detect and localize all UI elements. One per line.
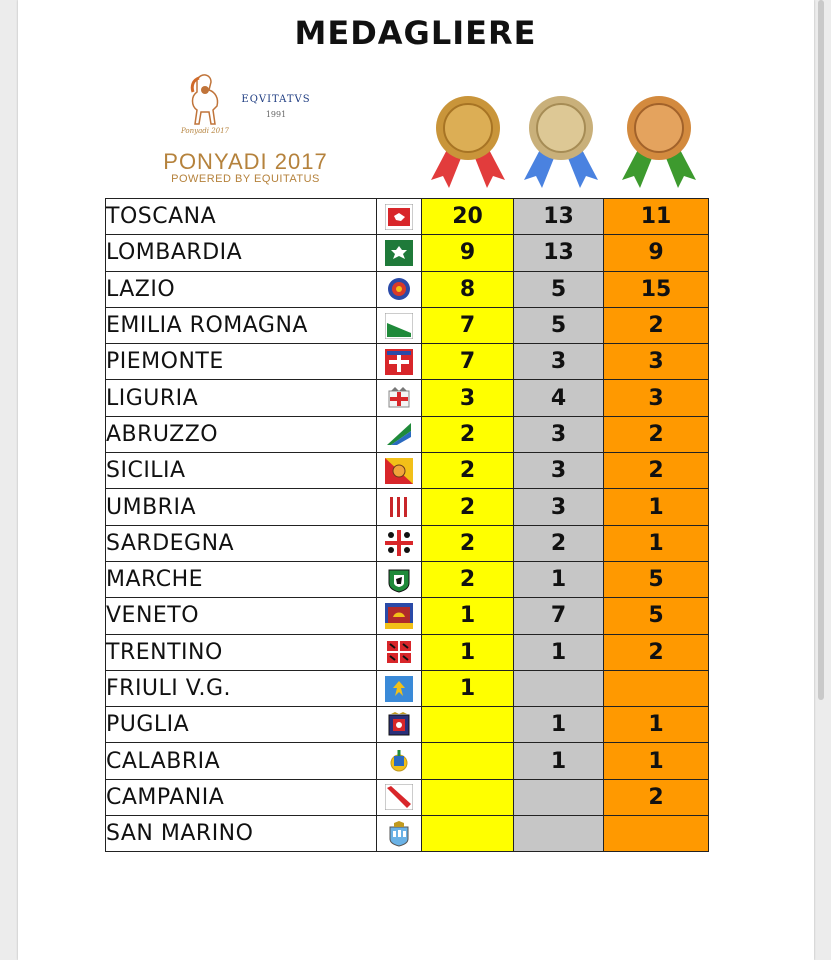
silver-count: 13: [514, 235, 604, 271]
table-row: [106, 598, 709, 634]
region-name: CALABRIA: [106, 743, 377, 779]
gold-count: [422, 816, 514, 852]
gold-count: 2: [422, 453, 514, 489]
silver-count: 1: [514, 561, 604, 597]
silver-count: 2: [514, 525, 604, 561]
table-row: [106, 707, 709, 743]
bronze-count: 2: [604, 634, 709, 670]
flag-friuli-icon: [385, 676, 413, 702]
bronze-count: 1: [604, 707, 709, 743]
region-name: TRENTINO: [106, 634, 377, 670]
flag-cell: [377, 816, 422, 852]
gold-count: [422, 743, 514, 779]
flag-cell: [377, 489, 422, 525]
flag-cell: [377, 271, 422, 307]
region-name: VENETO: [106, 598, 377, 634]
silver-count: 4: [514, 380, 604, 416]
region-name: SARDEGNA: [106, 525, 377, 561]
flag-lombardia-icon: [385, 240, 413, 266]
gold-count: 20: [422, 199, 514, 235]
horse-logo-icon: [175, 70, 235, 136]
flag-cell: [377, 453, 422, 489]
flag-calabria-icon: [385, 748, 413, 774]
bronze-count: 5: [604, 598, 709, 634]
table-row: [106, 525, 709, 561]
bronze-count: 2: [604, 416, 709, 452]
silver-count: 3: [514, 416, 604, 452]
silver-count: [514, 816, 604, 852]
brand-name: EQVITATVS: [241, 94, 311, 105]
flag-veneto-icon: [385, 603, 413, 629]
bronze-count: [604, 816, 709, 852]
gold-count: 1: [422, 634, 514, 670]
medal-table: [105, 198, 709, 852]
gold-count: 7: [422, 307, 514, 343]
event-name: PONYADI 2017: [163, 149, 328, 174]
page-title: MEDAGLIERE: [294, 14, 537, 52]
event-subtitle: POWERED BY EQUITATUS: [171, 173, 320, 185]
table-row: [106, 743, 709, 779]
region-name: TOSCANA: [106, 199, 377, 235]
gold-medal-icon: [421, 92, 515, 192]
gold-count: 2: [422, 561, 514, 597]
flag-lazio-icon: [385, 276, 413, 302]
region-name: LIGURIA: [106, 380, 377, 416]
flag-cell: [377, 743, 422, 779]
flag-sicilia-icon: [385, 458, 413, 484]
table-row: [106, 271, 709, 307]
silver-count: 1: [514, 707, 604, 743]
flag-cell: [377, 598, 422, 634]
bronze-count: 11: [604, 199, 709, 235]
region-name: UMBRIA: [106, 489, 377, 525]
silver-count: [514, 670, 604, 706]
gold-count: [422, 779, 514, 815]
flag-toscana-icon: [385, 204, 413, 230]
gold-count: 2: [422, 416, 514, 452]
bronze-count: 15: [604, 271, 709, 307]
gold-count: 2: [422, 525, 514, 561]
flag-cell: [377, 561, 422, 597]
region-name: SAN MARINO: [106, 816, 377, 852]
silver-count: 5: [514, 307, 604, 343]
flag-cell: [377, 416, 422, 452]
bronze-count: 1: [604, 743, 709, 779]
flag-cell: [377, 779, 422, 815]
region-name: LAZIO: [106, 271, 377, 307]
bronze-count: 3: [604, 380, 709, 416]
region-name: CAMPANIA: [106, 779, 377, 815]
bronze-count: [604, 670, 709, 706]
scrollbar[interactable]: [818, 0, 824, 700]
flag-trentino-icon: [385, 639, 413, 665]
flag-emilia-romagna-icon: [385, 313, 413, 339]
flag-abruzzo-icon: [385, 421, 413, 447]
silver-medal-icon: [514, 92, 608, 192]
table-row: [106, 779, 709, 815]
table-row: [106, 199, 709, 235]
table-row: [106, 561, 709, 597]
bronze-count: 1: [604, 525, 709, 561]
bronze-count: 5: [604, 561, 709, 597]
flag-umbria-icon: [385, 494, 413, 520]
table-row: [106, 489, 709, 525]
bronze-count: 2: [604, 779, 709, 815]
table-row: [106, 416, 709, 452]
table-row: [106, 634, 709, 670]
region-name: LOMBARDIA: [106, 235, 377, 271]
region-name: EMILIA ROMAGNA: [106, 307, 377, 343]
bronze-count: 2: [604, 307, 709, 343]
brand-year: 1991: [265, 110, 287, 119]
table-row: [106, 307, 709, 343]
flag-cell: [377, 380, 422, 416]
table-row: [106, 380, 709, 416]
flag-cell: [377, 525, 422, 561]
silver-count: 13: [514, 199, 604, 235]
silver-count: 3: [514, 344, 604, 380]
bronze-count: 2: [604, 453, 709, 489]
table-row: [106, 235, 709, 271]
gold-count: 2: [422, 489, 514, 525]
region-name: PUGLIA: [106, 707, 377, 743]
flag-cell: [377, 670, 422, 706]
flag-sardegna-icon: [385, 530, 413, 556]
bronze-count: 9: [604, 235, 709, 271]
bronze-count: 3: [604, 344, 709, 380]
region-name: ABRUZZO: [106, 416, 377, 452]
bronze-medal-icon: [612, 92, 706, 192]
flag-campania-icon: [385, 784, 413, 810]
flag-cell: [377, 707, 422, 743]
region-name: SICILIA: [106, 453, 377, 489]
gold-count: 3: [422, 380, 514, 416]
silver-count: 3: [514, 489, 604, 525]
silver-count: 3: [514, 453, 604, 489]
table-row: [106, 670, 709, 706]
flag-piemonte-icon: [385, 349, 413, 375]
region-name: FRIULI V.G.: [106, 670, 377, 706]
flag-cell: [377, 344, 422, 380]
silver-count: 7: [514, 598, 604, 634]
flag-puglia-icon: [385, 712, 413, 738]
flag-cell: [377, 199, 422, 235]
gold-count: 1: [422, 598, 514, 634]
gold-count: 1: [422, 670, 514, 706]
gold-count: [422, 707, 514, 743]
bronze-count: 1: [604, 489, 709, 525]
flag-cell: [377, 235, 422, 271]
silver-count: [514, 779, 604, 815]
flag-cell: [377, 634, 422, 670]
gold-count: 8: [422, 271, 514, 307]
silver-count: 1: [514, 743, 604, 779]
svg-text:Ponyadi 2017: Ponyadi 2017: [180, 127, 230, 135]
table-row: [106, 344, 709, 380]
flag-marche-icon: [385, 567, 413, 593]
flag-cell: [377, 307, 422, 343]
silver-count: 1: [514, 634, 604, 670]
silver-count: 5: [514, 271, 604, 307]
region-name: PIEMONTE: [106, 344, 377, 380]
table-row: [106, 453, 709, 489]
flag-liguria-icon: [385, 385, 413, 411]
gold-count: 7: [422, 344, 514, 380]
region-name: MARCHE: [106, 561, 377, 597]
flag-san-marino-icon: [385, 821, 413, 847]
gold-count: 9: [422, 235, 514, 271]
table-row: [106, 816, 709, 852]
